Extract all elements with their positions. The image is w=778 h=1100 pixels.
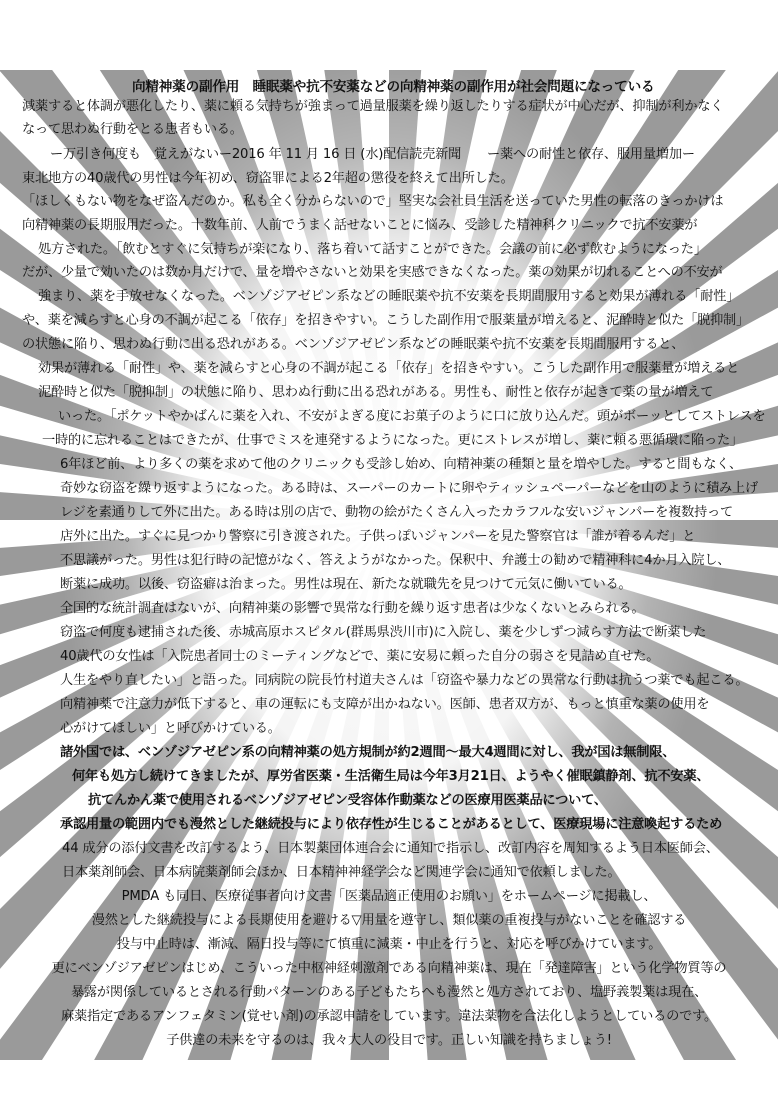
article-line: 「ほしくもない物をなぜ盗んだのか。私も全く分からないので」堅実な会社員生活を送っていた男性の転落のきっかけは: [22, 194, 724, 209]
notice-line: 抗てんかん薬で使用されるベンゾジアゼピン受容体作動薬などの医療用医薬品について、: [88, 793, 607, 808]
article-line: 泥酔時と似た「脱抑制」の状態に陥り、思わぬ行動に出る恐れがある。男性も、耐性と依存が起きて薬の量が増えて: [38, 385, 714, 400]
article-line: 窃盗で何度も逮捕された後、赤城高原ホスピタル(群馬県渋川市)に入院し、薬を少しずつ減らす方法で断薬した: [60, 625, 707, 640]
notice-line: 更にベンゾジアゼピンはじめ、こういった中枢神経刺激剤である向精神薬は、現在「発達障害」という化学物質等の: [51, 961, 727, 976]
intro-line: 減薬すると体調が悪化したり、薬に頼る気持ちが強まって過量服薬を繰り返したりする症状が中心だが、抑制が利かなく: [22, 99, 724, 114]
article-line: だが、少量で効いたのは数か月だけで、量を増やさないと効果を実感できなくなった。薬の効果が切れることへの不安が: [22, 265, 723, 280]
closing-line: 子供達の未来を守るのは、我々大人の役目です。正しい知識を持ちましょう!: [166, 1033, 612, 1048]
article-line: 強まり、薬を手放せなくなった。ベンゾジアゼピン系などの睡眠薬や抗不安薬を長期間服用すると効果が薄れる「耐性」: [38, 289, 740, 304]
notice-line: 承認用量の範囲内でも漫然とした継続投与により依存性が生じることがあるとして、医療現場に注意喚起するため: [60, 817, 723, 832]
article-line: レジを素通りして外に出た。ある時は別の店で、動物の絵がたくさん入ったカラフルな安いジャンパーを複数持って: [60, 505, 734, 520]
article-line: 心がけてほしい」と呼びかけている。: [60, 721, 281, 736]
article-line: 効果が薄れる「耐性」や、薬を減らすと心身の不調が起こる「依存」を招きやすい。こうした副作用で服薬量が増えると: [38, 361, 740, 376]
notice-line: 暴露が関係しているとされる行動パターンのある子どもたちへも漫然と処方されており、塩野義製薬は現在、: [70, 985, 708, 1000]
notice-line: 投与中止時は、漸減、隔日投与等にて慎重に減薬・中止を行うと、対応を呼びかけています。: [116, 937, 662, 952]
article-line: 断薬に成功。以後、窃盗癖は治まった。男性は現在、新たな就職先を見つけて元気に働いている。: [60, 577, 632, 592]
notice-line: 日本薬剤師会、日本病院薬剤師会ほか、日本精神神経学会など関連学会に通知で依頼しました。: [62, 865, 621, 880]
page-title: 向精神薬の副作用 睡眠薬や抗不安薬などの向精神薬の副作用が社会問題になっている: [132, 79, 655, 95]
intro-line: なって思わぬ行動をとる患者もいる。: [22, 122, 243, 137]
article-line: や、薬を減らすと心身の不調が起こる「依存」を招きやすい。こうした副作用で服薬量が増えると、泥酔時と似た「脱抑制」: [22, 313, 750, 328]
article-line: 処方された。「飲むとすぐに気持ちが楽になり、落ち着いて話すことができた。会議の前に必ず飲むようになった」: [38, 242, 707, 257]
notice-line: 何年も処方し続けてきましたが、厚労省医薬・生活衛生局は今年3月21日、ようやく催眠鎮静剤、抗不安薬、: [72, 769, 710, 784]
article-line: 全国的な統計調査はないが、向精神薬の影響で異常な行動を繰り返す患者は少なくないとみられる。: [60, 601, 645, 616]
article-line: 6年ほど前、より多くの薬を求めて他のクリニックも受診し始め、向精神薬の種類と量を増やした。すると間もなく、: [60, 457, 742, 472]
article-line: 店外に出た。すぐに見つかり警察に引き渡された。子供っぽいジャンパーを見た警察官は「誰が着るんだ」と: [60, 529, 696, 544]
article-header: ー万引き何度も 覚えがないー2016 年 11 月 16 日 (水)配信読売新聞 ー薬への耐性と依存、服用量増加ー: [50, 147, 695, 162]
article-line: 奇妙な窃盗を繰り返すようになった。ある時は、スーパーのカートに卵やティッシュペーパーなどを山のように積み上げ: [60, 481, 759, 496]
article-line: 一時的に忘れることはできたが、仕事でミスを連発するようになった。更にストレスが増し、薬に頼る悪循環に陥った」: [42, 433, 743, 448]
article-line: の状態に陥り、思わぬ行動に出る恐れがある。ベンゾジアゼピン系などの睡眠薬や抗不安薬を長期間服用すると、: [22, 337, 685, 352]
article-line: 向精神薬で注意力が低下すると、車の運転にも支障が出かねない。医師、患者双方が、もっと慎重な薬の使用を: [60, 697, 710, 712]
article-line: 人生をやり直したい」と語った。同病院の院長竹村道夫さんは「窃盗や暴力などの異常な行動は抗うつ薬でも起こる。: [60, 673, 749, 688]
notice-line: 麻薬指定であるアンフェタミン(覚せい剤)の承認申請をしています。違法薬物を合法化しようとしているのです。: [61, 1009, 717, 1024]
article-line: 東北地方の40歳代の男性は今年初め、窃盗罪による2年超の懲役を終えて出所した。: [22, 171, 514, 186]
article-line: 不思議がった。男性は犯行時の記憶がなく、答えようがなかった。保釈中、弁護士の勧めで精神科に4か月入院し、: [60, 553, 731, 568]
notice-line: 44 成分の添付文書を改訂するよう、日本製薬団体連合会に通知で指示し、改訂内容を周知するよう日本医師会、: [62, 841, 719, 856]
notice-line: PMDA も同日、医療従事者向け文書「医薬品適正使用のお願い」をホームページに掲載し、: [121, 889, 657, 904]
notice-line: 漫然とした継続投与による長期使用を避ける▽用量を遵守し、類似薬の重複投与がないことを確認する: [91, 913, 687, 928]
article-line: いった。「ポケットやかばんに薬を入れ、不安がよぎる度にお菓子のように口に放り込んだ。頭がボーッとしてストレスを: [58, 409, 766, 424]
article-line: 向精神薬の長期服用だった。十数年前、人前でうまく話せないことに悩み、受診した精神科クリニックで抗不安薬が: [22, 218, 698, 233]
article-line: 40歳代の女性は「入院患者同士のミーティングなどで、薬に安易に頼った自分の弱さを見詰め直せた。: [60, 649, 660, 664]
notice-line: 諸外国では、ベンゾジアゼピン系の向精神薬の処方規制が約2週間～最大4週間に対し、我が国は無制限、: [60, 745, 676, 760]
